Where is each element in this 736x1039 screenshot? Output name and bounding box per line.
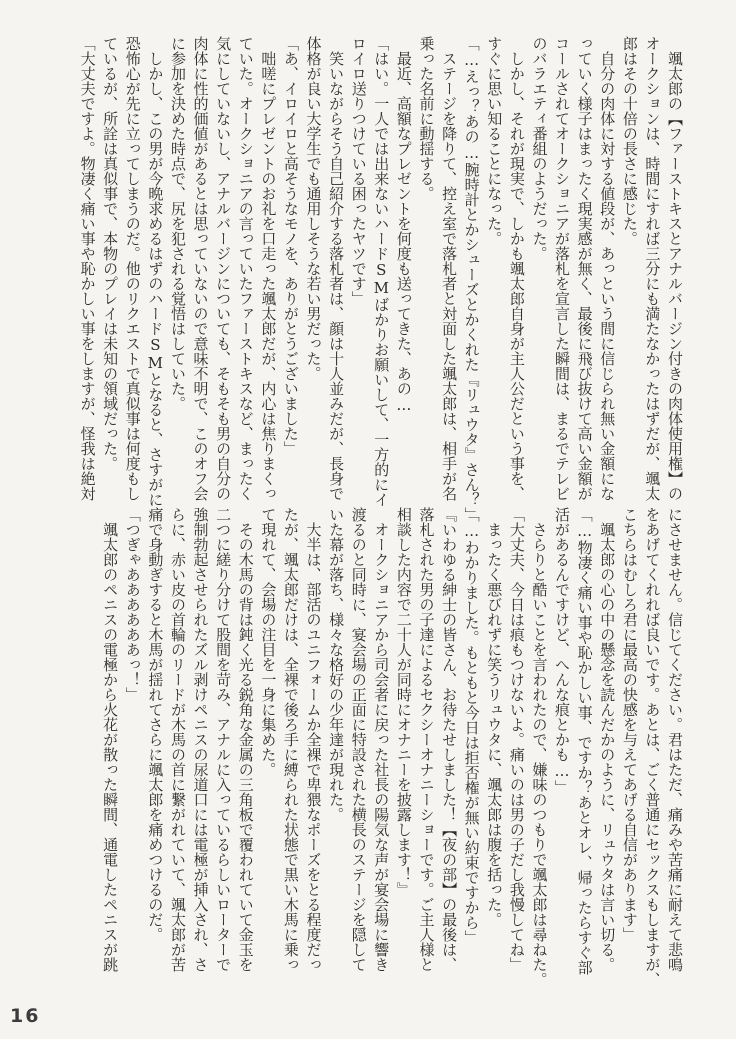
- text-line: 笑いながらそう自己紹介する落札者は、顔は十人並みだが、長身で: [327, 36, 346, 501]
- text-line: 「大丈夫、今日は痕もつけないよ。痛いのは男の子だし我慢してね」: [507, 507, 526, 972]
- text-line: 「…物凄く痛い事や恥かしい事、ですか？あとオレ、帰ったらすぐ部: [575, 507, 594, 975]
- text-line: のバラエティ番組のようだった。: [530, 36, 549, 261]
- text-line: 気にしていないし、アナルバージンについても、そもそも男の自分の: [214, 36, 233, 501]
- text-line: しかし、それが現実で、しかも颯太郎自身が主人公だという事を、: [507, 36, 526, 501]
- text-line: 恐怖心が先に立ってしまうのだ。他のリクエストで真似事は何度もし: [123, 36, 142, 501]
- text-line: ていた。オークショニアの言っていたファーストキスなど、まったく: [236, 36, 255, 501]
- text-line: 「…えっ？あの…腕時計とかシューズとかくれた『リュウタ』さん？」: [462, 36, 481, 522]
- text-line: 渡るのと同時に、宴会場の正面に特設された横長のステージを隠して: [349, 507, 368, 972]
- text-line: いた幕が落ち、様々な格好の少年達が現れた。: [327, 507, 346, 822]
- text-line: っていく様子はまったく現実感が無く、最後に飛び抜けて高い金額が: [575, 36, 594, 501]
- text-line: まったく悪びれずに笑うリュウタに、颯太郎は腹を括った。: [485, 507, 504, 927]
- text-line: をあげてくれれば良いです。あとは、ごく普通にセックスもしますが、: [643, 507, 662, 987]
- text-line: 乗った名前に動揺する。: [417, 36, 436, 201]
- text-line: 自分の肉体に対する値段が、あっという間に信じられ無い金額にな: [598, 36, 617, 501]
- text-line: 活があるんですけど、へんな痕とかも…」: [553, 507, 572, 795]
- text-line: その木馬の背は鈍く光る鋭角な金属の三角板で覆われていて金玉を: [236, 507, 255, 972]
- text-line: 「大丈夫ですよ。物凄く痛い事や恥かしい事をしますが、怪我は絶対: [78, 36, 97, 501]
- text-line: しかし、この男が今晩求めるはずのハードSMとなると、さすがに: [146, 36, 165, 507]
- text-line: 相談した内容で二十人が同時にオナニーを披露します！』: [394, 507, 413, 897]
- text-block-bottom: [99, 507, 686, 995]
- text-line: 体格が良い大学生でも通用しそうな若い男だった。: [304, 36, 323, 381]
- text-line: たが、颯太郎だけは、全裸で後ろ手に縛られた状態で黒い木馬に乗っ: [281, 507, 300, 972]
- text-line: 咄嗟にプレゼントのお礼を口走った颯太郎だが、内心は焦りまくっ: [259, 36, 278, 501]
- text-line: オークショニアから司会者に戻った社長の陽気な声が宴会場に響き: [372, 507, 391, 972]
- text-line: 颯太郎のペニスの電極から火花が散った瞬間、通電したペニスが跳: [101, 507, 120, 972]
- text-line: 「つぎゃああああああっ！」: [123, 507, 142, 702]
- text-line: 落札された男の子達によるセクシーオナニーショーです。ご主人様と: [417, 507, 436, 972]
- text-line: 強制勃起させられたズル剥けペニスの尿道口には電極が挿入され、さ: [191, 507, 210, 972]
- text-line: さらりと酷いことを言われたので、嫌味のつもりで颯太郎は尋ねた。: [530, 507, 549, 987]
- text-line: て現れて、会場の注目を一身に集めた。: [259, 507, 278, 777]
- text-line: 最近、高額なプレゼントを何度も送ってきた、あの…: [394, 36, 413, 414]
- text-line: に参加を決めた時点で、尻を犯される覚悟はしていた。: [168, 36, 187, 411]
- text-line: ているが、所詮は真似事で、本物のプレイは未知の領域だった。: [101, 36, 120, 471]
- text-line: 「はい。一人では出来ないハードSMばかりお願いして、一方的にイ: [372, 36, 391, 507]
- text-line: 二つに縒り分けて股間を苛み、アナルに入っているらしいローターで: [214, 507, 233, 972]
- text-line: 颯太郎の【ファーストキスとアナルバージン付きの肉体使用権】の: [666, 36, 684, 501]
- text-line: 郎はその十倍の長さに感じた。: [620, 36, 639, 246]
- text-line: 颯太郎の心の中の懸念を読んだかのように、リュウタは言い切る。: [598, 507, 617, 972]
- text-line: すぐに思い知ることになった。: [485, 36, 504, 246]
- page-number: 16: [10, 1005, 41, 1027]
- text-line: らに、赤い皮の首輪のリードが木馬の首に繋がれていて、颯太郎が苦: [168, 507, 187, 972]
- text-line: 『いわゆる紳士の皆さん、お待たせしました！【夜の部】の最後は、: [440, 507, 459, 972]
- text-line: ステージを降りて、控え室で落札者と対面した颯太郎は、相手が名: [440, 36, 459, 501]
- text-line: コールされてオークショニアが落札を宣言した瞬間は、まるでテレビ: [553, 36, 572, 501]
- text-line: ロイロ送りつけている困ったヤツです」: [349, 36, 368, 306]
- text-line: オークションは、時間にすれば三分にも満たなかったはずだが、颯太: [643, 36, 662, 501]
- text-line: 「あ、イロイロと高そうなモノを、ありがとうございました」: [281, 36, 300, 456]
- text-line: にさせません。信じてください。君はただ、痛みや苦痛に耐えて悲鳴: [666, 507, 684, 972]
- text-line: 「…わかりました。もともと今日は拒否権が無い約束ですから」: [462, 507, 481, 945]
- text-block-top: [76, 36, 686, 522]
- text-line: こちらはむしろ君に最高の快感を与えてあげる自信があります」: [620, 507, 639, 942]
- text-line: 大半は、部活のユニフォームか全裸で卑猥なポーズをとる程度だっ: [304, 507, 323, 972]
- text-line: 痛で身動ぎすると木馬が揺れてさらに颯太郎を痛めつけるのだ。: [146, 507, 165, 942]
- text-line: 肉体に性的価値があるとは思っていないので意味不明で、このオフ会: [191, 36, 210, 501]
